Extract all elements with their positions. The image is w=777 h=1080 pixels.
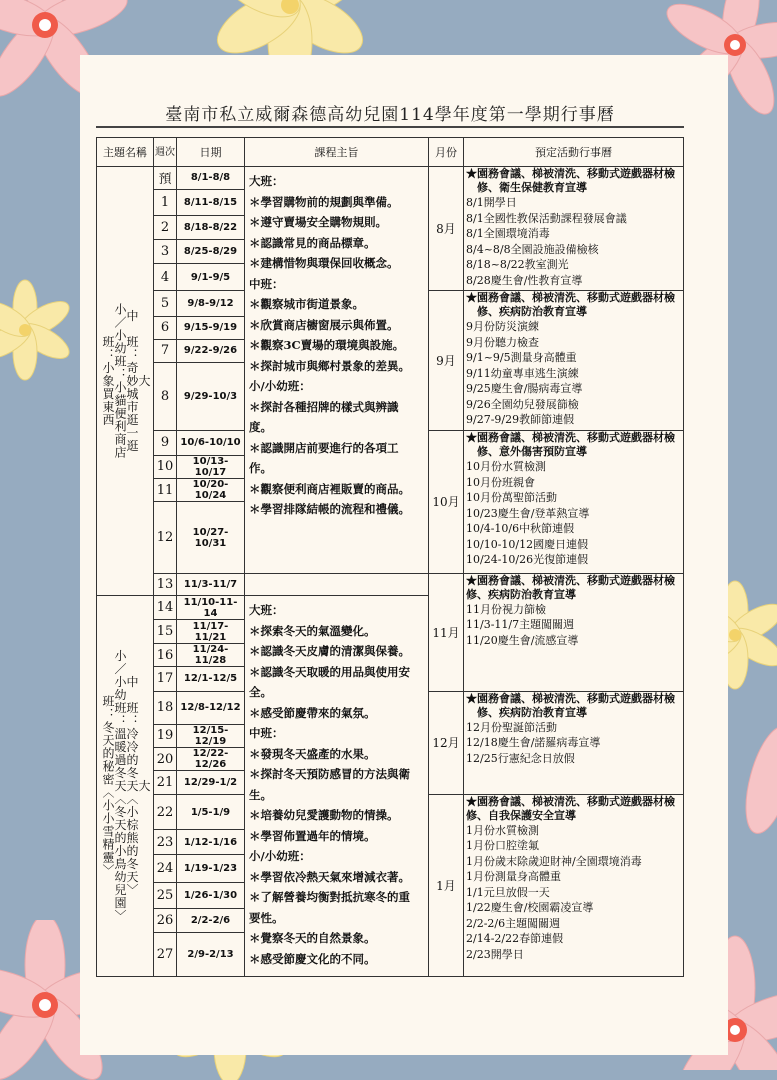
activity-item: 1月份測量身高體重 bbox=[466, 870, 561, 884]
activity-item: 2/14-2/22春節連假 bbox=[466, 932, 564, 946]
month-label: 9月 bbox=[429, 291, 464, 431]
activity-item: 9月份防災演練 bbox=[466, 320, 539, 334]
week-number: 10 bbox=[154, 455, 177, 478]
week-number: 12 bbox=[154, 502, 177, 573]
week-number: 2 bbox=[154, 216, 177, 240]
week-number: 20 bbox=[154, 747, 177, 770]
activity-cell bbox=[464, 794, 684, 976]
course-line: ＊觀察城市街道景象。 bbox=[249, 297, 364, 311]
course-line: ＊感受節慶文化的不同。 bbox=[249, 951, 376, 966]
week-number: 24 bbox=[154, 855, 177, 882]
activity-heading: 修、衛生保健教育宣導 bbox=[466, 181, 587, 194]
course-line: ＊發現冬天盛產的水果。 bbox=[249, 746, 376, 761]
header-month: 月份 bbox=[429, 138, 464, 167]
course-line: ＊探討冬天預防感冒的方法與衛 bbox=[249, 767, 410, 782]
course-line: 中班： bbox=[249, 726, 284, 741]
flower-left-yellow-icon bbox=[0, 270, 90, 390]
course-line: ＊認識冬天取暖的用品與使用安全。 bbox=[249, 664, 410, 700]
week-date: 9/8-9/12 bbox=[177, 291, 245, 317]
week-number: 18 bbox=[154, 691, 177, 724]
course-line: 小/小幼班： bbox=[249, 849, 311, 864]
week-number: 14 bbox=[154, 596, 177, 620]
activity-item: 11/20慶生會/流感宣導 bbox=[466, 633, 579, 647]
activity-cell bbox=[464, 691, 684, 794]
activity-item: 10/4-10/6中秋節連假 bbox=[466, 522, 575, 536]
week-date: 10/6-10/10 bbox=[177, 431, 245, 455]
activity-item: 11月份視力篩檢 bbox=[466, 602, 546, 616]
activity-item: 2/2-2/6主題闖關週 bbox=[466, 916, 561, 930]
week-date: 12/22-12/26 bbox=[177, 747, 245, 770]
week-number: 21 bbox=[154, 771, 177, 794]
week-date: 1/26-1/30 bbox=[177, 882, 245, 908]
course-line: 大班： bbox=[249, 603, 284, 618]
week-number: 5 bbox=[154, 291, 177, 317]
activity-heading: 修、意外傷害預防宣導 bbox=[466, 445, 587, 459]
week-date: 11/3-11/7 bbox=[177, 573, 245, 595]
activity-item: 1月份口腔塗氟 bbox=[466, 839, 539, 853]
activity-item: 10/23慶生會/登革熱宣導 bbox=[466, 506, 590, 520]
week-date: 9/29-10/3 bbox=[177, 363, 245, 431]
course-line: 中班： bbox=[249, 276, 284, 291]
theme-text: 中 班：冷冷的冬天〈小棕熊的冬天〉 bbox=[125, 675, 139, 897]
week-number: 9 bbox=[154, 431, 177, 455]
week-number: 1 bbox=[154, 189, 177, 215]
activity-item: 9/26全園幼兒發展篩檢 bbox=[466, 397, 579, 411]
week-date: 11/10-11-14 bbox=[177, 596, 245, 620]
course-line: ＊認識冬天皮膚的清潔與保養。 bbox=[249, 644, 410, 659]
course-line: ＊覺察冬天的自然景象。 bbox=[249, 931, 376, 946]
activity-heading: ★園務會議、梯被清洗、移動式遊戲器材檢 bbox=[466, 291, 675, 305]
week-date: 10/27-10/31 bbox=[177, 502, 245, 573]
week-date: 9/1-9/5 bbox=[177, 264, 245, 291]
week-date: 8/11-8/15 bbox=[177, 189, 245, 215]
activity-item: 2/23開學日 bbox=[466, 947, 524, 961]
activity-cell bbox=[464, 291, 684, 431]
theme-text: 班：小象買東西 bbox=[101, 335, 115, 427]
week-number: 17 bbox=[154, 667, 177, 691]
activity-item: 8/1全園環境消毒 bbox=[466, 227, 550, 240]
activity-heading: ★園務會議、梯被清洗、移動式遊戲器材檢 bbox=[466, 167, 675, 180]
course-cell bbox=[245, 596, 429, 977]
week-number: 25 bbox=[154, 882, 177, 908]
activity-heading: 修、自我保護安全宣導 bbox=[466, 808, 576, 822]
week-date: 8/25-8/29 bbox=[177, 240, 245, 264]
theme-text: 班：冬天的秘密〈小小雪精靈〉 bbox=[101, 695, 115, 878]
week-date: 1/19-1/23 bbox=[177, 855, 245, 882]
week-number: 預 bbox=[154, 167, 177, 190]
week-number: 15 bbox=[154, 620, 177, 643]
week-date: 9/22-9/26 bbox=[177, 339, 245, 363]
theme-text: 大 bbox=[137, 374, 151, 388]
week-date: 2/2-2/6 bbox=[177, 908, 245, 932]
activity-item: 9/11幼童專車逃生演練 bbox=[466, 366, 579, 380]
table-row bbox=[97, 167, 684, 190]
course-line: ＊觀察便利商店裡販賣的商品。 bbox=[249, 481, 410, 496]
activity-item: 1月份水質檢測 bbox=[466, 823, 539, 837]
course-line: ＊欣賞商店櫥窗展示與佈置。 bbox=[249, 317, 399, 332]
course-line: ＊遵守賣場安全購物規則。 bbox=[249, 215, 387, 229]
course-line: ＊了解營養均衡對抵抗寒冬的重 bbox=[249, 890, 410, 905]
activity-item: 11/3-11/7主題闖關週 bbox=[466, 618, 575, 632]
activity-item: 8/28慶生會/性教育宣導 bbox=[466, 273, 583, 287]
header-theme: 主題名稱 bbox=[97, 138, 154, 167]
week-number: 4 bbox=[154, 264, 177, 291]
course-line: ＊觀察3C賣場的環境與設施。 bbox=[249, 338, 405, 352]
header-course: 課程主旨 bbox=[245, 138, 429, 167]
activity-item: 10月份班親會 bbox=[466, 475, 535, 489]
activity-heading: ★園務會議、梯被清洗、移動式遊戲器材檢 bbox=[466, 691, 675, 705]
activity-heading: ★園務會議、梯被清洗、移動式遊戲器材檢 bbox=[466, 573, 675, 587]
course-cell-empty bbox=[245, 573, 429, 595]
activity-heading: ★園務會議、梯被清洗、移動式遊戲器材檢 bbox=[466, 431, 675, 445]
header-date: 日期 bbox=[177, 138, 245, 167]
course-line: ＊探索冬天的氣溫變化。 bbox=[249, 623, 376, 638]
header-week: 週次 bbox=[154, 138, 177, 167]
activity-item: 1/22慶生會/校園霸凌宣導 bbox=[466, 901, 594, 915]
week-number: 26 bbox=[154, 908, 177, 932]
week-date: 12/29-1/2 bbox=[177, 771, 245, 794]
activity-item: 12/25行憲紀念日放假 bbox=[466, 751, 575, 765]
week-date: 12/15-12/19 bbox=[177, 724, 245, 747]
week-date: 1/5-1/9 bbox=[177, 794, 245, 830]
course-line: 作。 bbox=[249, 461, 272, 475]
week-date: 8/1-8/8 bbox=[177, 167, 245, 190]
course-line: 度。 bbox=[249, 420, 272, 434]
theme-text: 中 班：奇妙城市逛一逛 bbox=[125, 309, 139, 453]
month-label: 12月 bbox=[429, 691, 464, 794]
course-line: ＊探討城市與鄉村景象的差異。 bbox=[249, 358, 410, 373]
course-line: 要性。 bbox=[249, 910, 284, 925]
activity-cell bbox=[464, 573, 684, 691]
activity-heading: 修、疾病防治教育宣導 bbox=[466, 305, 587, 319]
week-number: 3 bbox=[154, 240, 177, 264]
course-line: ＊認識開店前要進行的各項工 bbox=[249, 440, 399, 455]
page-title: 臺南市私立威爾森德高幼兒園114學年度第一學期行事曆 bbox=[165, 105, 615, 125]
course-line: ＊學習依冷熱天氣來增減衣著。 bbox=[249, 869, 410, 884]
title-rule bbox=[96, 126, 684, 128]
theme-cell bbox=[97, 167, 154, 596]
week-date: 10/20-10/24 bbox=[177, 478, 245, 501]
header-activity: 預定活動行事曆 bbox=[464, 138, 684, 167]
week-date: 8/18-8/22 bbox=[177, 216, 245, 240]
activity-item: 9/27-9/29教師節連假 bbox=[466, 413, 575, 427]
theme-text: 小／小幼班：溫暖過冬天〈冬天的小鳥幼兒園〉 bbox=[113, 649, 127, 923]
week-number: 6 bbox=[154, 316, 177, 339]
activity-item: 8/1開學日 bbox=[466, 196, 517, 209]
course-line: 生。 bbox=[249, 787, 272, 802]
calendar-table bbox=[96, 137, 684, 977]
week-date: 11/24-11/28 bbox=[177, 643, 245, 666]
activity-cell bbox=[464, 167, 684, 291]
activity-item: 10月份水質檢測 bbox=[466, 460, 546, 474]
week-date: 10/13-10/17 bbox=[177, 455, 245, 478]
course-line: ＊認識常見的商品標章。 bbox=[249, 235, 376, 250]
month-label: 8月 bbox=[429, 167, 464, 291]
theme-text: 大 bbox=[137, 779, 151, 793]
course-line: ＊培養幼兒愛護動物的情操。 bbox=[249, 808, 399, 823]
course-line: 小/小幼班： bbox=[249, 379, 311, 393]
month-label: 1月 bbox=[429, 794, 464, 976]
theme-cell bbox=[97, 596, 154, 977]
activity-cell bbox=[464, 431, 684, 574]
week-date: 11/17-11/21 bbox=[177, 620, 245, 643]
theme-text: 小／小幼班：小貓便利商店 bbox=[113, 303, 127, 460]
activity-item: 12/18慶生會/諾羅病毒宣導 bbox=[466, 736, 601, 750]
week-date: 2/9-2/13 bbox=[177, 932, 245, 976]
week-number: 22 bbox=[154, 794, 177, 830]
week-number: 23 bbox=[154, 830, 177, 855]
table-row bbox=[97, 573, 684, 595]
activity-item: 8/1全國性教保活動課程發展會議 bbox=[466, 211, 627, 225]
month-label: 10月 bbox=[429, 431, 464, 574]
activity-heading: 修、疾病防治教育宣導 bbox=[466, 587, 576, 601]
table-header-row bbox=[97, 138, 684, 167]
month-label: 11月 bbox=[429, 573, 464, 691]
activity-item: 9/1~9/5測量身高體重 bbox=[466, 351, 577, 365]
activity-item: 12月份聖誕節活動 bbox=[466, 720, 557, 734]
week-date: 12/1-12/5 bbox=[177, 667, 245, 691]
activity-item: 10月份萬聖節活動 bbox=[466, 491, 557, 505]
course-line: 大班： bbox=[249, 174, 284, 188]
activity-heading: 修、疾病防治教育宣導 bbox=[466, 705, 587, 719]
course-line: ＊建構惜物與環保回收概念。 bbox=[249, 256, 399, 270]
activity-item: 10/24-10/26光復節連假 bbox=[466, 553, 589, 567]
activity-item: 8/4~8/8全園設施設備檢核 bbox=[466, 242, 599, 256]
activity-item: 8/18~8/22教室測光 bbox=[466, 258, 569, 271]
week-number: 13 bbox=[154, 573, 177, 595]
week-number: 7 bbox=[154, 339, 177, 363]
week-number: 11 bbox=[154, 478, 177, 501]
week-date: 9/15-9/19 bbox=[177, 316, 245, 339]
week-number: 8 bbox=[154, 363, 177, 431]
course-line: ＊學習佈置過年的情境。 bbox=[249, 828, 376, 843]
course-line: ＊學習排隊結帳的流程和禮儀。 bbox=[249, 502, 410, 516]
course-cell bbox=[245, 167, 429, 574]
course-line: ＊感受節慶帶來的氣氛。 bbox=[249, 705, 376, 720]
week-date: 12/8-12/12 bbox=[177, 691, 245, 724]
activity-item: 10/10-10/12國慶日連假 bbox=[466, 537, 589, 551]
activity-heading: ★園務會議、梯被清洗、移動式遊戲器材檢 bbox=[466, 794, 675, 808]
week-number: 16 bbox=[154, 643, 177, 666]
week-number: 19 bbox=[154, 724, 177, 747]
activity-item: 1/1元旦放假一天 bbox=[466, 885, 550, 899]
week-date: 1/12-1/16 bbox=[177, 830, 245, 855]
activity-item: 1月份歲末除歲迎財神/全園環境消毒 bbox=[466, 854, 642, 868]
course-line: ＊學習購物前的規劃與準備。 bbox=[249, 194, 399, 209]
course-line: ＊探討各種招牌的樣式與辨識 bbox=[249, 399, 399, 414]
activity-item: 9月份聽力檢查 bbox=[466, 335, 539, 349]
week-number: 27 bbox=[154, 932, 177, 976]
activity-item: 9/25慶生會/腸病毒宣導 bbox=[466, 382, 583, 396]
